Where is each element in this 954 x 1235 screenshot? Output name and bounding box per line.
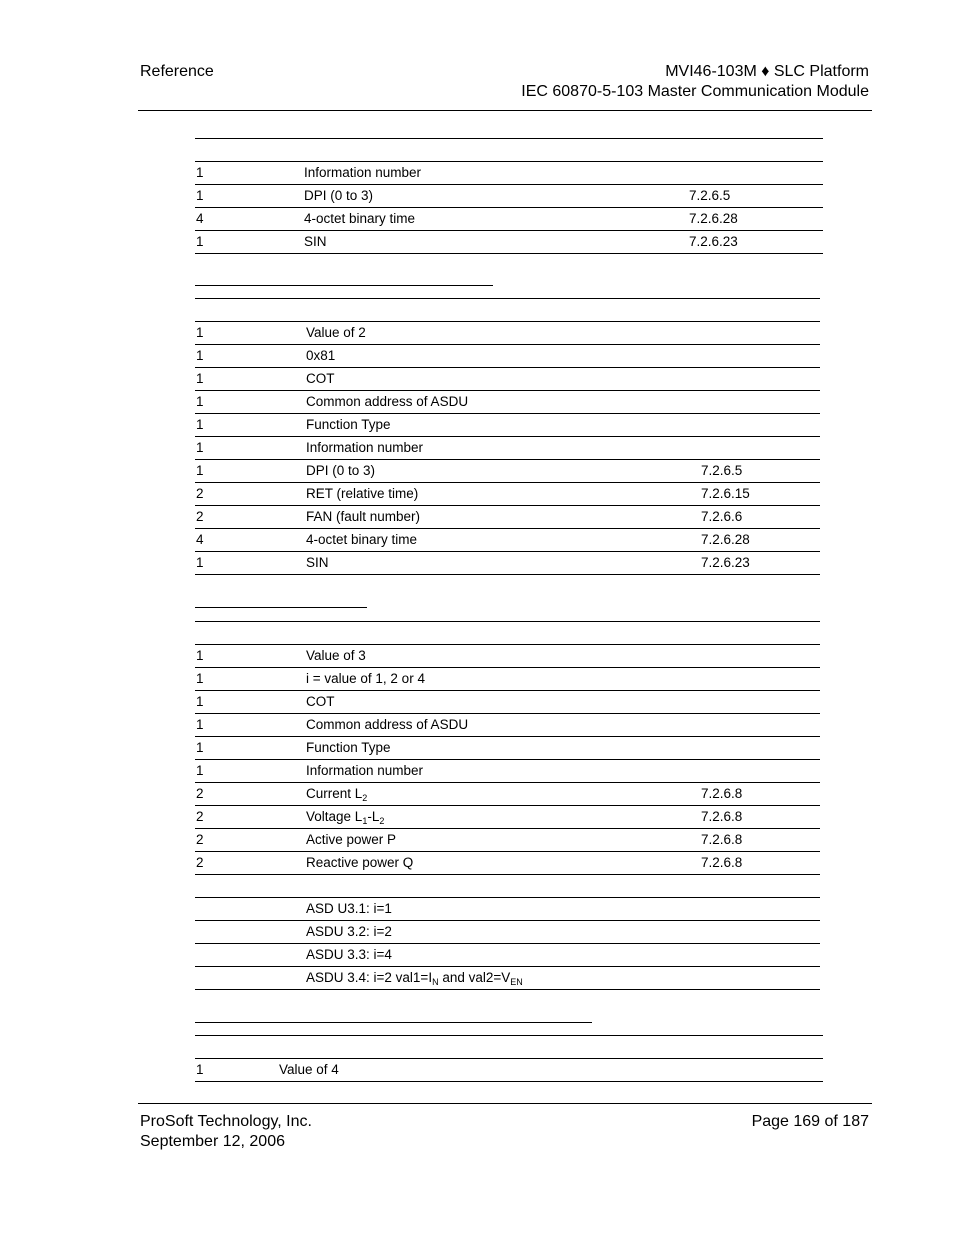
cell-size: 1 bbox=[196, 648, 204, 663]
cell-ref: 7.2.6.28 bbox=[701, 532, 750, 547]
table-row bbox=[195, 529, 820, 552]
table-row bbox=[195, 162, 823, 185]
cell-size: 1 bbox=[196, 417, 204, 432]
cell-ref: 7.2.6.28 bbox=[689, 211, 738, 226]
cell-size: 1 bbox=[196, 555, 204, 570]
table-row bbox=[195, 852, 820, 875]
table-row bbox=[195, 460, 820, 483]
cell-desc: Value of 2 bbox=[306, 325, 366, 340]
header-left: Reference bbox=[140, 63, 214, 80]
cell-desc: DPI (0 to 3) bbox=[306, 463, 376, 478]
cell-ref: 7.2.6.8 bbox=[701, 809, 743, 824]
cell-size: 1 bbox=[196, 325, 204, 340]
table-row bbox=[195, 806, 820, 829]
table-row bbox=[195, 898, 820, 921]
table-3 bbox=[195, 621, 820, 993]
table-row bbox=[195, 645, 820, 668]
desc-text: Current L bbox=[306, 786, 363, 801]
table-row bbox=[195, 829, 820, 852]
table-row bbox=[195, 1059, 823, 1082]
desc-text: and val2=V bbox=[438, 970, 511, 985]
cell-desc: Information number bbox=[306, 440, 424, 455]
cell-desc: Common address of ASDU bbox=[306, 394, 469, 409]
table-top-border bbox=[195, 621, 820, 622]
header-rule bbox=[138, 110, 872, 111]
cell-ref: 7.2.6.5 bbox=[689, 188, 731, 203]
table-top-border bbox=[195, 1035, 823, 1036]
cell-desc: DPI (0 to 3) bbox=[304, 188, 374, 203]
cell-desc: SIN bbox=[306, 555, 329, 570]
cell-size: 4 bbox=[196, 211, 204, 226]
cell-size: 1 bbox=[196, 763, 204, 778]
cell-desc: 4-octet binary time bbox=[306, 532, 418, 547]
cell-desc: COT bbox=[306, 694, 335, 709]
cell-size: 2 bbox=[196, 855, 204, 870]
cell-size: 1 bbox=[196, 740, 204, 755]
table-row bbox=[195, 185, 823, 208]
table-row bbox=[195, 944, 820, 967]
table-2 bbox=[195, 298, 820, 578]
table-row bbox=[195, 921, 820, 944]
cell-desc: ASDU 3.2: i=2 bbox=[306, 924, 392, 939]
table-row bbox=[195, 714, 820, 737]
cell-desc: Function Type bbox=[306, 740, 391, 755]
desc-subscript: 1 bbox=[362, 816, 368, 826]
table-row bbox=[195, 208, 823, 231]
cell-desc: ASDU 3.3: i=4 bbox=[306, 947, 392, 962]
section-heading-underline bbox=[195, 285, 493, 286]
cell-ref: 7.2.6.23 bbox=[689, 234, 738, 249]
cell-size: 1 bbox=[196, 234, 204, 249]
desc-subscript: EN bbox=[510, 977, 523, 987]
cell-desc: i = value of 1, 2 or 4 bbox=[306, 671, 425, 686]
desc-text: ASDU 3.4: i=2 val1=I bbox=[306, 970, 433, 985]
table-row bbox=[195, 967, 820, 990]
table-row bbox=[195, 783, 820, 806]
cell-size: 2 bbox=[196, 486, 204, 501]
cell-desc: ASD U3.1: i=1 bbox=[306, 901, 392, 916]
cell-desc: Function Type bbox=[306, 417, 391, 432]
table-row bbox=[195, 875, 820, 898]
cell-desc: Reactive power Q bbox=[306, 855, 414, 870]
cell-desc bbox=[306, 970, 523, 985]
cell-size: 1 bbox=[196, 188, 204, 203]
table-row bbox=[195, 231, 823, 254]
cell-size: 1 bbox=[196, 1062, 204, 1077]
cell-desc: 4-octet binary time bbox=[304, 211, 416, 226]
cell-desc: 0x81 bbox=[306, 348, 336, 363]
cell-size: 4 bbox=[196, 532, 204, 547]
cell-size: 2 bbox=[196, 832, 204, 847]
desc-subscript: N bbox=[432, 977, 439, 987]
section-heading-underline bbox=[195, 607, 367, 608]
cell-size: 1 bbox=[196, 671, 204, 686]
section-heading-underline bbox=[195, 1022, 592, 1023]
table-row bbox=[195, 322, 820, 345]
cell-desc: Active power P bbox=[306, 832, 397, 847]
cell-size: 1 bbox=[196, 348, 204, 363]
table-row bbox=[195, 368, 820, 391]
cell-desc bbox=[306, 786, 367, 801]
cell-desc: FAN (fault number) bbox=[306, 509, 421, 524]
cell-size: 1 bbox=[196, 394, 204, 409]
table-row bbox=[195, 345, 820, 368]
cell-size: 2 bbox=[196, 809, 204, 824]
footer-rule bbox=[138, 1103, 872, 1104]
header-module: IEC 60870-5-103 Master Communication Module bbox=[521, 83, 869, 100]
cell-size: 1 bbox=[196, 371, 204, 386]
cell-desc: COT bbox=[306, 371, 335, 386]
desc-text: Voltage L bbox=[306, 809, 363, 824]
table-1 bbox=[195, 138, 823, 255]
desc-subscript: 2 bbox=[379, 816, 385, 826]
cell-desc: Information number bbox=[304, 165, 422, 180]
header-product: MVI46-103M ♦ SLC Platform bbox=[665, 63, 869, 80]
cell-ref: 7.2.6.15 bbox=[701, 486, 750, 501]
cell-size: 2 bbox=[196, 786, 204, 801]
table-row bbox=[195, 483, 820, 506]
footer-page-number: Page 169 of 187 bbox=[751, 1113, 869, 1130]
cell-desc: SIN bbox=[304, 234, 327, 249]
footer-company: ProSoft Technology, Inc. bbox=[140, 1113, 312, 1130]
cell-desc: Value of 3 bbox=[306, 648, 366, 663]
cell-size: 1 bbox=[196, 165, 204, 180]
table-row bbox=[195, 737, 820, 760]
table-4 bbox=[195, 1035, 823, 1083]
cell-ref: 7.2.6.8 bbox=[701, 855, 743, 870]
cell-ref: 7.2.6.8 bbox=[701, 832, 743, 847]
table-row bbox=[195, 506, 820, 529]
table-row bbox=[195, 391, 820, 414]
cell-desc: Value of 4 bbox=[279, 1062, 339, 1077]
table-row bbox=[195, 552, 820, 575]
cell-desc: RET (relative time) bbox=[306, 486, 419, 501]
cell-size: 1 bbox=[196, 717, 204, 732]
cell-ref: 7.2.6.23 bbox=[701, 555, 750, 570]
cell-desc: Information number bbox=[306, 763, 424, 778]
cell-size: 1 bbox=[196, 463, 204, 478]
desc-subscript: 2 bbox=[362, 793, 368, 803]
table-top-border bbox=[195, 138, 823, 139]
table-row bbox=[195, 760, 820, 783]
table-row bbox=[195, 437, 820, 460]
cell-ref: 7.2.6.8 bbox=[701, 786, 743, 801]
cell-size: 2 bbox=[196, 509, 204, 524]
table-row bbox=[195, 414, 820, 437]
desc-text: -L bbox=[367, 809, 380, 824]
table-row bbox=[195, 668, 820, 691]
cell-desc: Common address of ASDU bbox=[306, 717, 469, 732]
cell-desc bbox=[306, 809, 384, 824]
cell-ref: 7.2.6.5 bbox=[701, 463, 743, 478]
table-row bbox=[195, 691, 820, 714]
table-top-border bbox=[195, 298, 820, 299]
cell-size: 1 bbox=[196, 440, 204, 455]
cell-size: 1 bbox=[196, 694, 204, 709]
footer-date: September 12, 2006 bbox=[140, 1133, 285, 1150]
cell-ref: 7.2.6.6 bbox=[701, 509, 743, 524]
